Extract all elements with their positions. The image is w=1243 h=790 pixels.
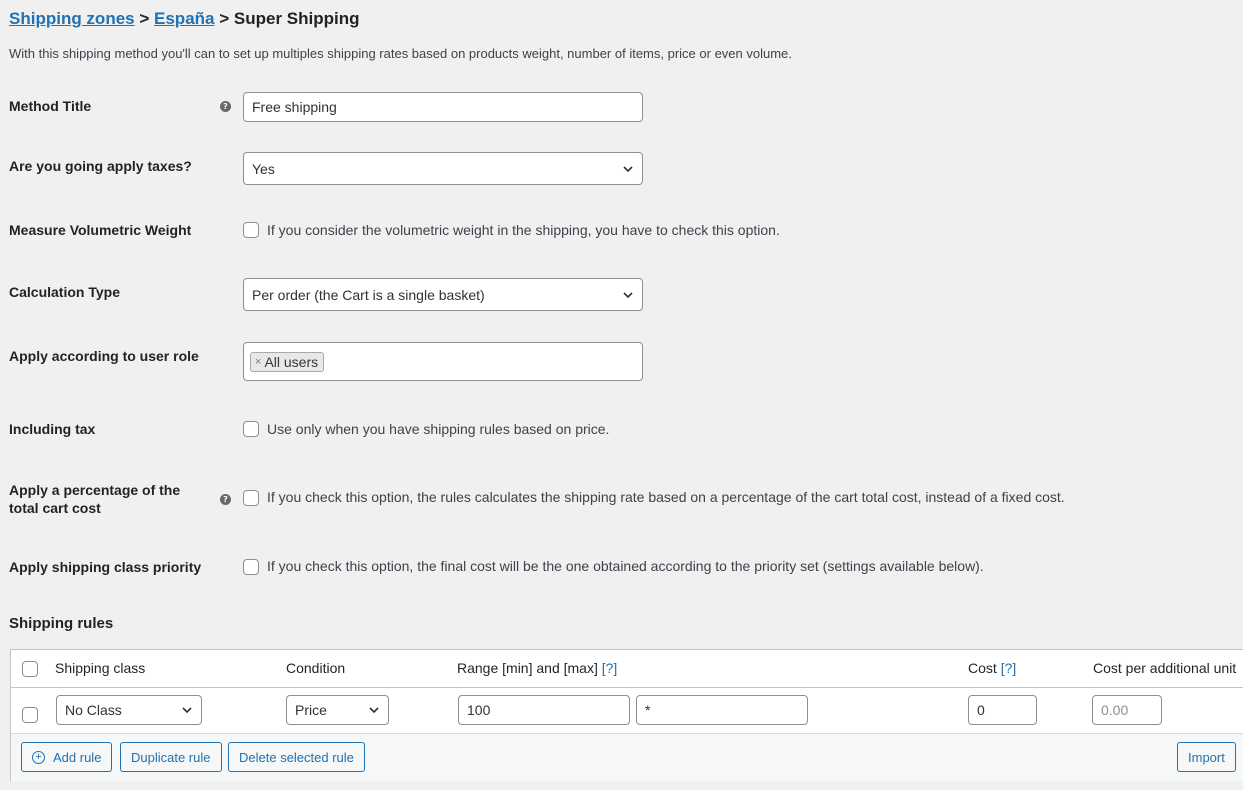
- calculation-type-selected-value: Per order (the Cart is a single basket): [252, 286, 485, 303]
- page-title: Super Shipping: [233, 9, 360, 28]
- taxes-selected-value: Yes: [252, 160, 275, 177]
- question-circle-icon[interactable]: ?: [220, 494, 231, 505]
- rule-shipping-class-select[interactable]: [56, 695, 202, 725]
- column-header-cost: [968, 660, 1016, 676]
- including-tax-description: Use only when you have shipping rules based on price.: [267, 421, 610, 437]
- rule-row-checkbox[interactable]: [22, 707, 38, 723]
- percentage-description: If you check this option, the rules calculates the shipping rate based on a percentage of the cart total cost, instead of a fixed cost.: [267, 489, 1065, 505]
- volumetric-description: If you consider the volumetric weight in the shipping, you have to check this option.: [267, 222, 780, 238]
- delete-rule-label: Delete selected rule: [239, 749, 354, 765]
- volumetric-checkbox[interactable]: [243, 222, 259, 238]
- rule-range-min-value: 100: [467, 702, 491, 718]
- including-tax-checkbox[interactable]: [243, 421, 259, 437]
- rule-cost-input[interactable]: [968, 695, 1037, 725]
- class-priority-checkbox[interactable]: [243, 559, 259, 575]
- user-role-label: Apply according to user role: [9, 348, 199, 364]
- add-rule-label: Add rule: [53, 749, 102, 765]
- rule-condition-value: Price: [295, 702, 327, 718]
- percentage-label-line2: total cart cost: [9, 500, 101, 516]
- column-header-range: [457, 660, 617, 676]
- rule-range-min-input[interactable]: [458, 695, 630, 725]
- add-circle-icon: +: [32, 751, 45, 764]
- rule-range-max-input[interactable]: [636, 695, 808, 725]
- including-tax-label: Including tax: [9, 421, 96, 437]
- range-header-label: Range [min] and [max]: [457, 660, 598, 676]
- class-priority-label: Apply shipping class priority: [9, 559, 202, 575]
- rule-cost-value: 0: [977, 702, 985, 718]
- breadcrumb-shipping-zones-link[interactable]: Shipping zones: [9, 9, 135, 28]
- volumetric-label: Measure Volumetric Weight: [9, 222, 192, 238]
- remove-tag-icon[interactable]: ×: [255, 355, 262, 368]
- range-help-link[interactable]: [?]: [601, 660, 618, 676]
- method-title-value: Free shipping: [252, 99, 337, 115]
- rule-cost-additional-input[interactable]: [1092, 695, 1162, 725]
- column-header-shipping-class: Shipping class: [55, 660, 146, 676]
- rule-condition-select[interactable]: [286, 695, 389, 725]
- class-priority-description: If you check this option, the final cost will be the one obtained according to the priority set (settings available below).: [267, 558, 984, 574]
- shipping-rules-heading: Shipping rules: [9, 615, 114, 632]
- chevron-down-icon: [622, 163, 634, 175]
- rule-cost-additional-placeholder: 0.00: [1101, 702, 1129, 718]
- chevron-down-icon: [181, 704, 193, 716]
- import-label: Import: [1188, 749, 1225, 765]
- add-rule-button[interactable]: [21, 742, 112, 772]
- calculation-type-select[interactable]: [243, 278, 643, 311]
- user-role-multiselect[interactable]: [243, 342, 643, 381]
- breadcrumb-separator: >: [219, 9, 230, 28]
- calculation-type-label: Calculation Type: [9, 284, 120, 300]
- percentage-label-line1: Apply a percentage of the: [9, 482, 181, 498]
- cost-help-link[interactable]: [?]: [1000, 660, 1017, 676]
- column-header-cost-additional: Cost per additional unit: [1093, 660, 1237, 676]
- breadcrumb-separator: >: [139, 9, 150, 28]
- breadcrumb-zone-link[interactable]: España: [154, 9, 215, 28]
- percentage-checkbox[interactable]: [243, 490, 259, 506]
- method-title-input[interactable]: [243, 92, 643, 122]
- method-description: With this shipping method you'll can to set up multiples shipping rates based on products weight, number of items, price or even volume.: [9, 46, 792, 61]
- chevron-down-icon: [368, 704, 380, 716]
- user-role-tag: [250, 352, 324, 372]
- breadcrumb: [9, 9, 360, 29]
- cost-header-label: Cost: [968, 660, 997, 676]
- question-circle-icon[interactable]: ?: [220, 101, 231, 112]
- taxes-select[interactable]: [243, 152, 643, 185]
- chevron-down-icon: [622, 289, 634, 301]
- taxes-label: Are you going apply taxes?: [9, 158, 192, 174]
- rule-shipping-class-value: No Class: [65, 702, 122, 718]
- select-all-checkbox[interactable]: [22, 661, 38, 677]
- table-header: [11, 650, 1243, 688]
- delete-selected-rule-button[interactable]: [228, 742, 365, 772]
- column-header-condition: Condition: [286, 660, 346, 676]
- import-button[interactable]: [1177, 742, 1236, 772]
- duplicate-rule-label: Duplicate rule: [131, 749, 211, 765]
- method-title-label: Method Title: [9, 98, 92, 114]
- duplicate-rule-button[interactable]: [120, 742, 222, 772]
- user-role-tag-label: All users: [264, 353, 319, 370]
- rule-range-max-value: *: [645, 702, 651, 718]
- percentage-label: [9, 481, 180, 517]
